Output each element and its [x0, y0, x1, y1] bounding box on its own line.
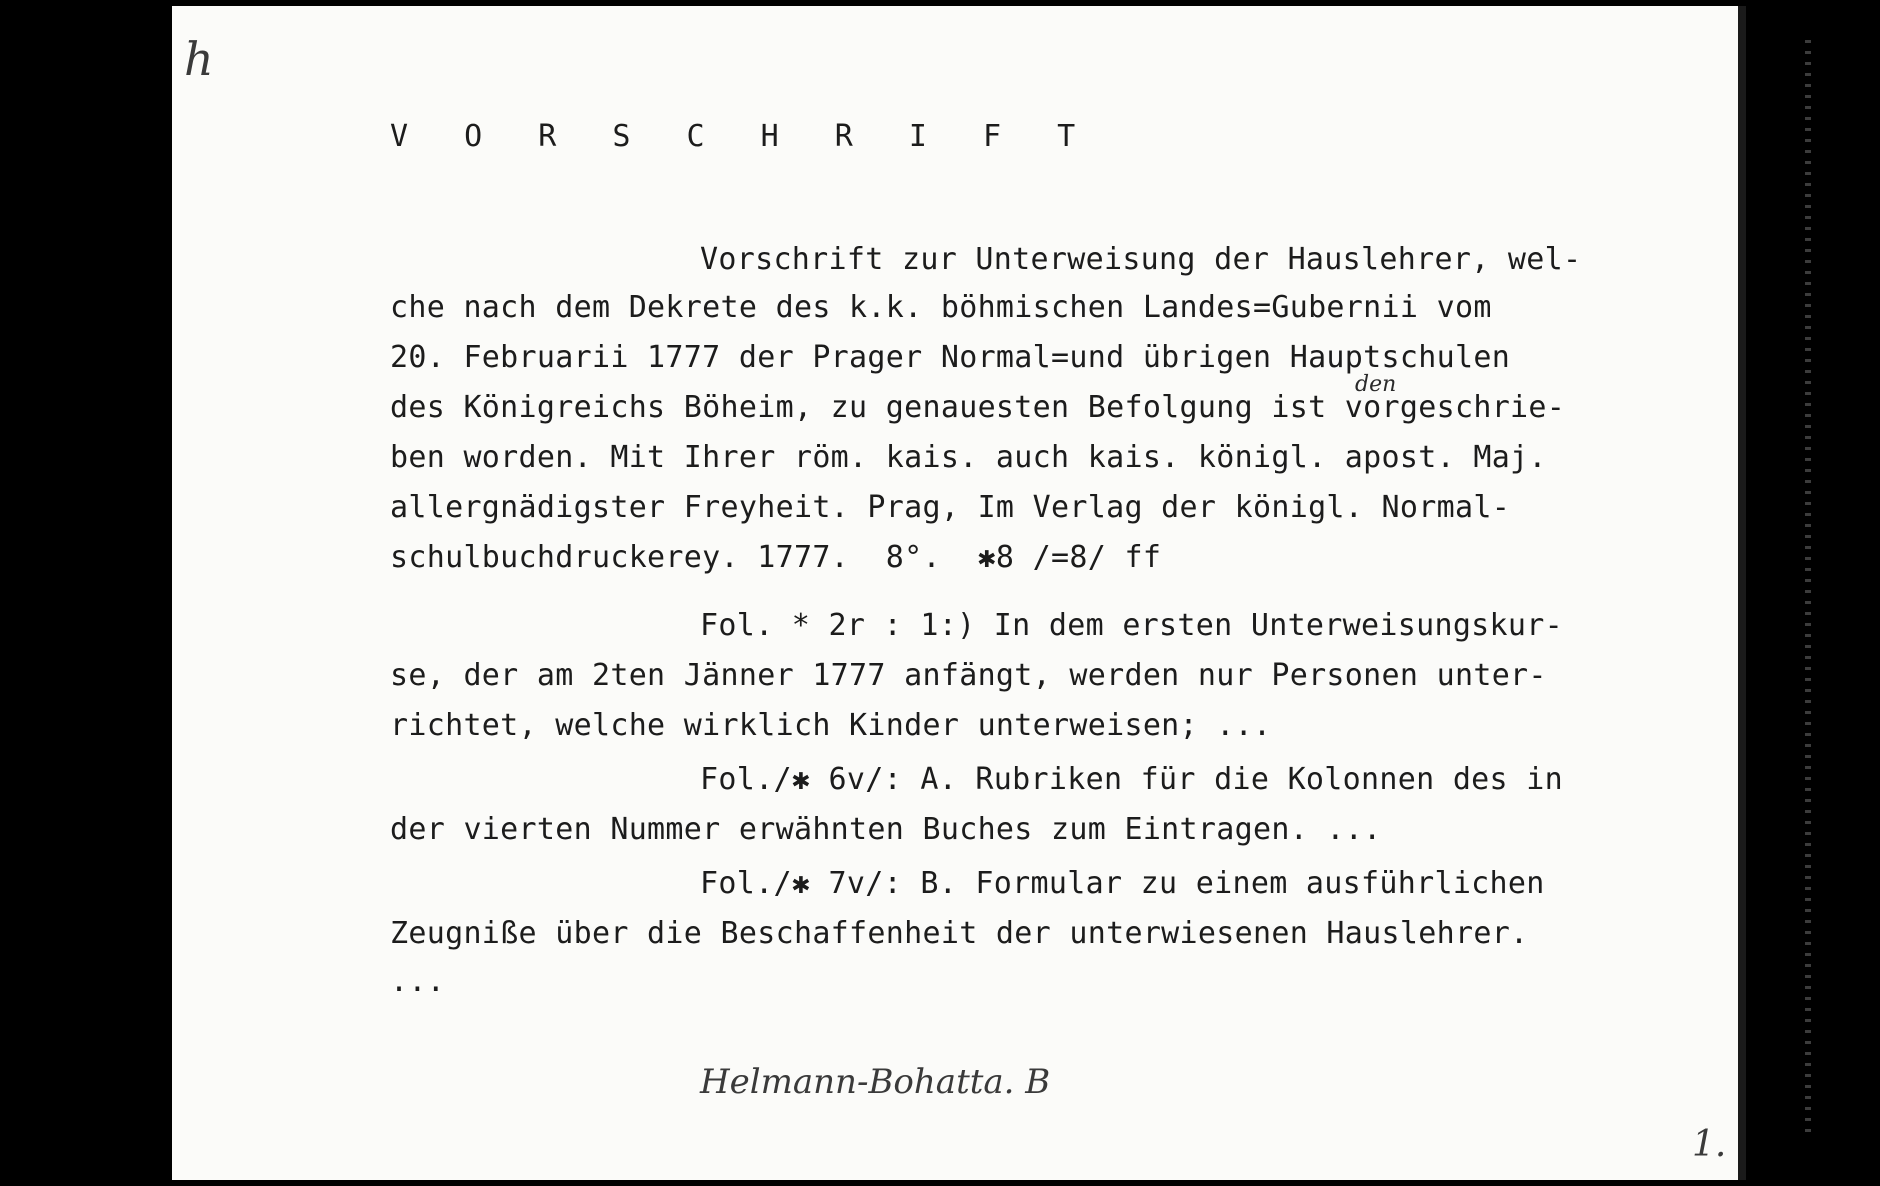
page-number: 1.	[1692, 1124, 1727, 1165]
handwritten-insertion: den	[1355, 372, 1397, 397]
para4-line: Zeugniße über die Beschaffenheit der unterwiesenen Hauslehrer.	[390, 916, 1529, 951]
para1-line: schulbuchdruckerey. 1777. 8°. ✱8 /=8/ ff	[390, 540, 1162, 575]
para4-line: Fol./✱ 7v/: B. Formular zu einem ausführlichen	[700, 866, 1545, 901]
para1-line: des Königreichs Böheim, zu genauesten Befolgung ist vorgeschrie-	[390, 390, 1566, 425]
corner-mark: h	[184, 32, 214, 86]
para1-line: che nach dem Dekrete des k.k. böhmischen Landes=Gubernii vom	[390, 290, 1492, 325]
para1-line: Vorschrift zur Unterweisung der Hauslehrer, wel-	[700, 242, 1582, 277]
para3-line: der vierten Nummer erwähnten Buches zum Eintragen. ...	[390, 812, 1382, 847]
para2-line: se, der am 2ten Jänner 1777 anfängt, werden nur Personen unter-	[390, 658, 1547, 693]
scan-border-dots	[1805, 40, 1811, 1140]
para1-line: ben worden. Mit Ihrer röm. kais. auch kais. königl. apost. Maj.	[390, 440, 1547, 475]
handwritten-signature: Helmann-Bohatta. B	[700, 1062, 1051, 1102]
para1-line: 20. Februarii 1777 der Prager Normal=und übrigen Hauptschulen	[390, 340, 1511, 375]
para1-line: allergnädigster Freyheit. Prag, Im Verlag der königl. Normal-	[390, 490, 1511, 525]
catalog-card	[172, 6, 1746, 1180]
para3-line: Fol./✱ 6v/: A. Rubriken für die Kolonnen des in	[700, 762, 1563, 797]
para2-line: richtet, welche wirklich Kinder unterweisen; ...	[390, 708, 1272, 743]
card-edge	[1738, 6, 1746, 1180]
card-title: V O R S C H R I F T	[390, 119, 1095, 154]
para2-line: Fol. * 2r : 1:) In dem ersten Unterweisungskur-	[700, 608, 1563, 643]
para4-line: ...	[390, 964, 446, 999]
